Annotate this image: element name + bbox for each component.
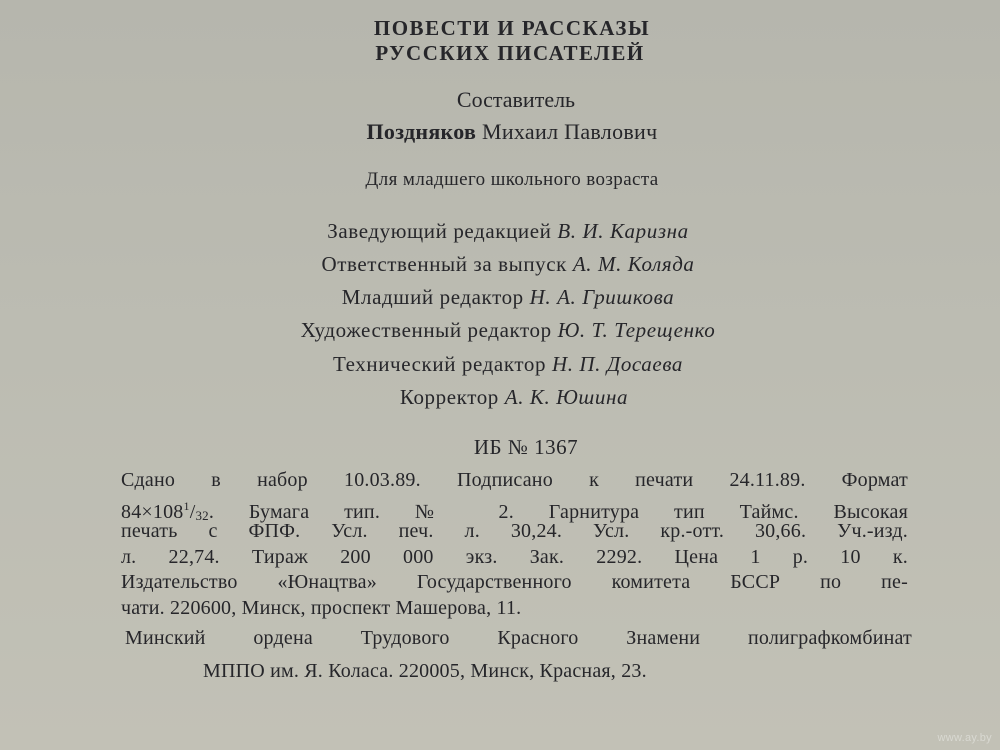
staff-role: Корректор [399,385,499,409]
staff-role: Заведующий редакцией [327,219,552,243]
book-title-line-1: ПОВЕСТИ И РАССКАЗЫ [373,16,651,40]
staff-role: Технический редактор [332,352,547,376]
staff-line [8,320,1000,341]
printing-house [125,622,912,688]
publication-imprint [121,468,908,621]
staff-line [8,254,1000,275]
staff-role: Художественный редактор [300,318,552,342]
staff-line [8,287,1000,308]
book-title-line-2: РУССКИХ ПИСАТЕЛЕЙ [375,41,645,65]
staff-person: А. К. Юшина [504,385,629,409]
staff-line [8,221,1000,242]
imprint-line: печать с ФПФ. Усл. печ. л. 30,24. Усл. кр.-отт. 30,66. Уч.-изд. [121,520,908,542]
staff-role: Ответственный за выпуск [321,252,567,276]
imprint-line: Издательство «Юнацтва» Государственного комитета БССР по пе- [121,571,908,593]
imprint-line: Сдано в набор 10.03.89. Подписано к печати 24.11.89. Формат [121,469,908,491]
imprint-line: $84\times 108^1/_{32}$. Бумага тип. № 2. Гарнитура тип Таймс. Высокая [121,498,908,523]
compiler-name [12,121,1000,143]
staff-person: А. М. Коляда [572,252,695,276]
staff-person: Н. А. Гришкова [529,285,675,309]
staff-person: В. И. Каризна [557,219,689,243]
imprint-line: л. 22,74. Тираж 200 000 экз. Зак. 2292. Цена 1 р. 10 к. [121,545,908,568]
paper-format-denominator: 32 [195,507,209,523]
paper-format: 84×108 [121,500,184,523]
printing-house-line: МППО им. Я. Коласа. 220005, Минск, Красная, 23. [203,660,647,682]
compiler-surname: Поздняков [366,119,477,144]
paper-format-numerator: 1 [183,498,190,513]
site-watermark: www.ay.by [937,732,992,744]
imprint-line: чати. 220600, Минск, проспект Машерова, 11. [121,596,522,619]
staff-line [14,387,1000,408]
audience-note: Для младшего школьного возраста [365,169,659,190]
staff-line [8,354,1000,375]
printing-house-line: Минский ордена Трудового Красного Знамени полиграфкомбинат [125,627,912,649]
staff-person: Н. П. Досаева [551,352,683,376]
staff-role: Младший редактор [341,285,524,309]
compiler-given-names: Михаил Павлович [481,119,658,144]
compiler-label: Составитель [456,87,576,112]
imprint-line-rest: . Бумага тип. № 2. Гарнитура тип Таймс. Высокая [208,500,908,523]
staff-person: Ю. Т. Терещенко [557,318,716,342]
ib-number: ИБ № 1367 [473,435,579,459]
